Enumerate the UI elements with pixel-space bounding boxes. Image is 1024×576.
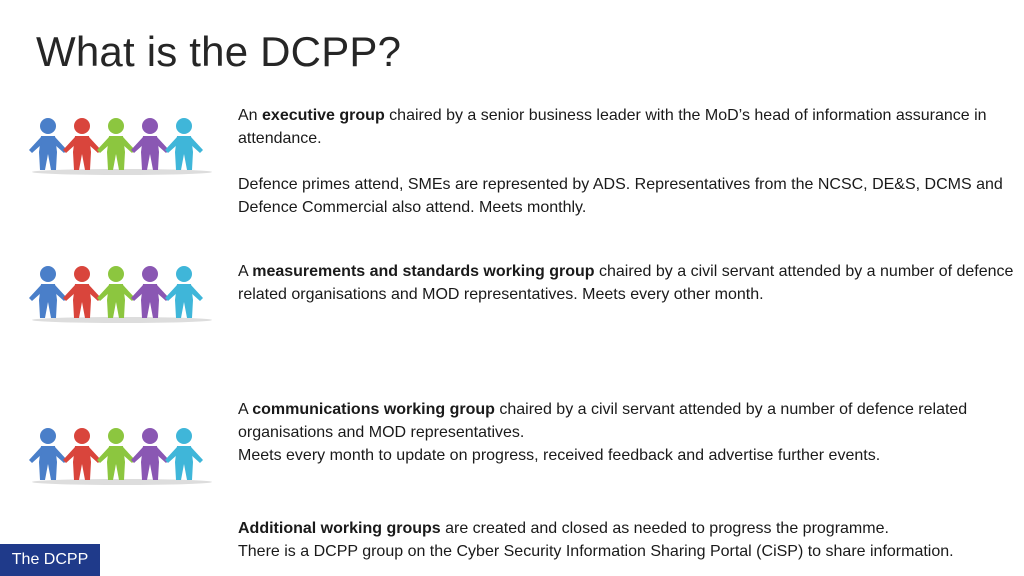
executive-attendance-paragraph: Defence primes attend, SMEs are represented by ADS. Representatives from the NCSC, DE&S, DCMS and Defence Commercial also attend. Meets monthly. (238, 176, 1003, 216)
people-chain-illustration-2 (28, 262, 216, 324)
people-chain-svg (28, 424, 216, 486)
person-figure (131, 428, 169, 480)
people-chain-svg (28, 262, 216, 324)
person-figure (165, 118, 203, 170)
person-figure (131, 118, 169, 170)
executive-group-term: executive group (262, 107, 385, 124)
person-figure (63, 266, 101, 318)
additional-groups-paragraph: Additional working groups are created and closed as needed to progress the programme. (238, 520, 889, 537)
person-figure (97, 118, 135, 170)
measurements-standards-block (238, 260, 1018, 306)
additional-groups-term: Additional working groups (238, 520, 441, 537)
person-figure (165, 266, 203, 318)
executive-group-paragraph: An executive group chaired by a senior business leader with the MoD’s head of information assurance in attendance. (238, 107, 987, 147)
person-figure (29, 266, 67, 318)
measurements-standards-paragraph: A measurements and standards working group chaired by a civil servant attended by a number of defence related organisations and MOD representatives. Meets every other month. (238, 263, 1014, 303)
communications-paragraph: A communications working group chaired by a civil servant attended by a number of defence related organisations and MOD representatives. (238, 401, 968, 441)
person-figure (29, 428, 67, 480)
people-chain-illustration-3 (28, 424, 216, 486)
person-figure (63, 118, 101, 170)
executive-group-block (238, 104, 1018, 219)
person-figure (97, 428, 135, 480)
person-figure (131, 266, 169, 318)
person-figure (29, 118, 67, 170)
cisp-paragraph: There is a DCPP group on the Cyber Security Information Sharing Portal (CiSP) to share information. (238, 543, 954, 560)
people-chain-svg (28, 114, 216, 176)
footer-section-label: The DCPP (0, 544, 100, 576)
measurements-standards-term: measurements and standards working group (252, 263, 595, 280)
communications-meetings-paragraph: Meets every month to update on progress, received feedback and advertise further events. (238, 447, 881, 464)
slide-title: What is the DCPP? (36, 28, 402, 75)
people-chain-illustration-1 (28, 114, 216, 176)
communications-term: communications working group (252, 401, 495, 418)
person-figure (165, 428, 203, 480)
person-figure (97, 266, 135, 318)
additional-groups-block (238, 517, 1018, 563)
person-figure (63, 428, 101, 480)
communications-block (238, 398, 1018, 467)
